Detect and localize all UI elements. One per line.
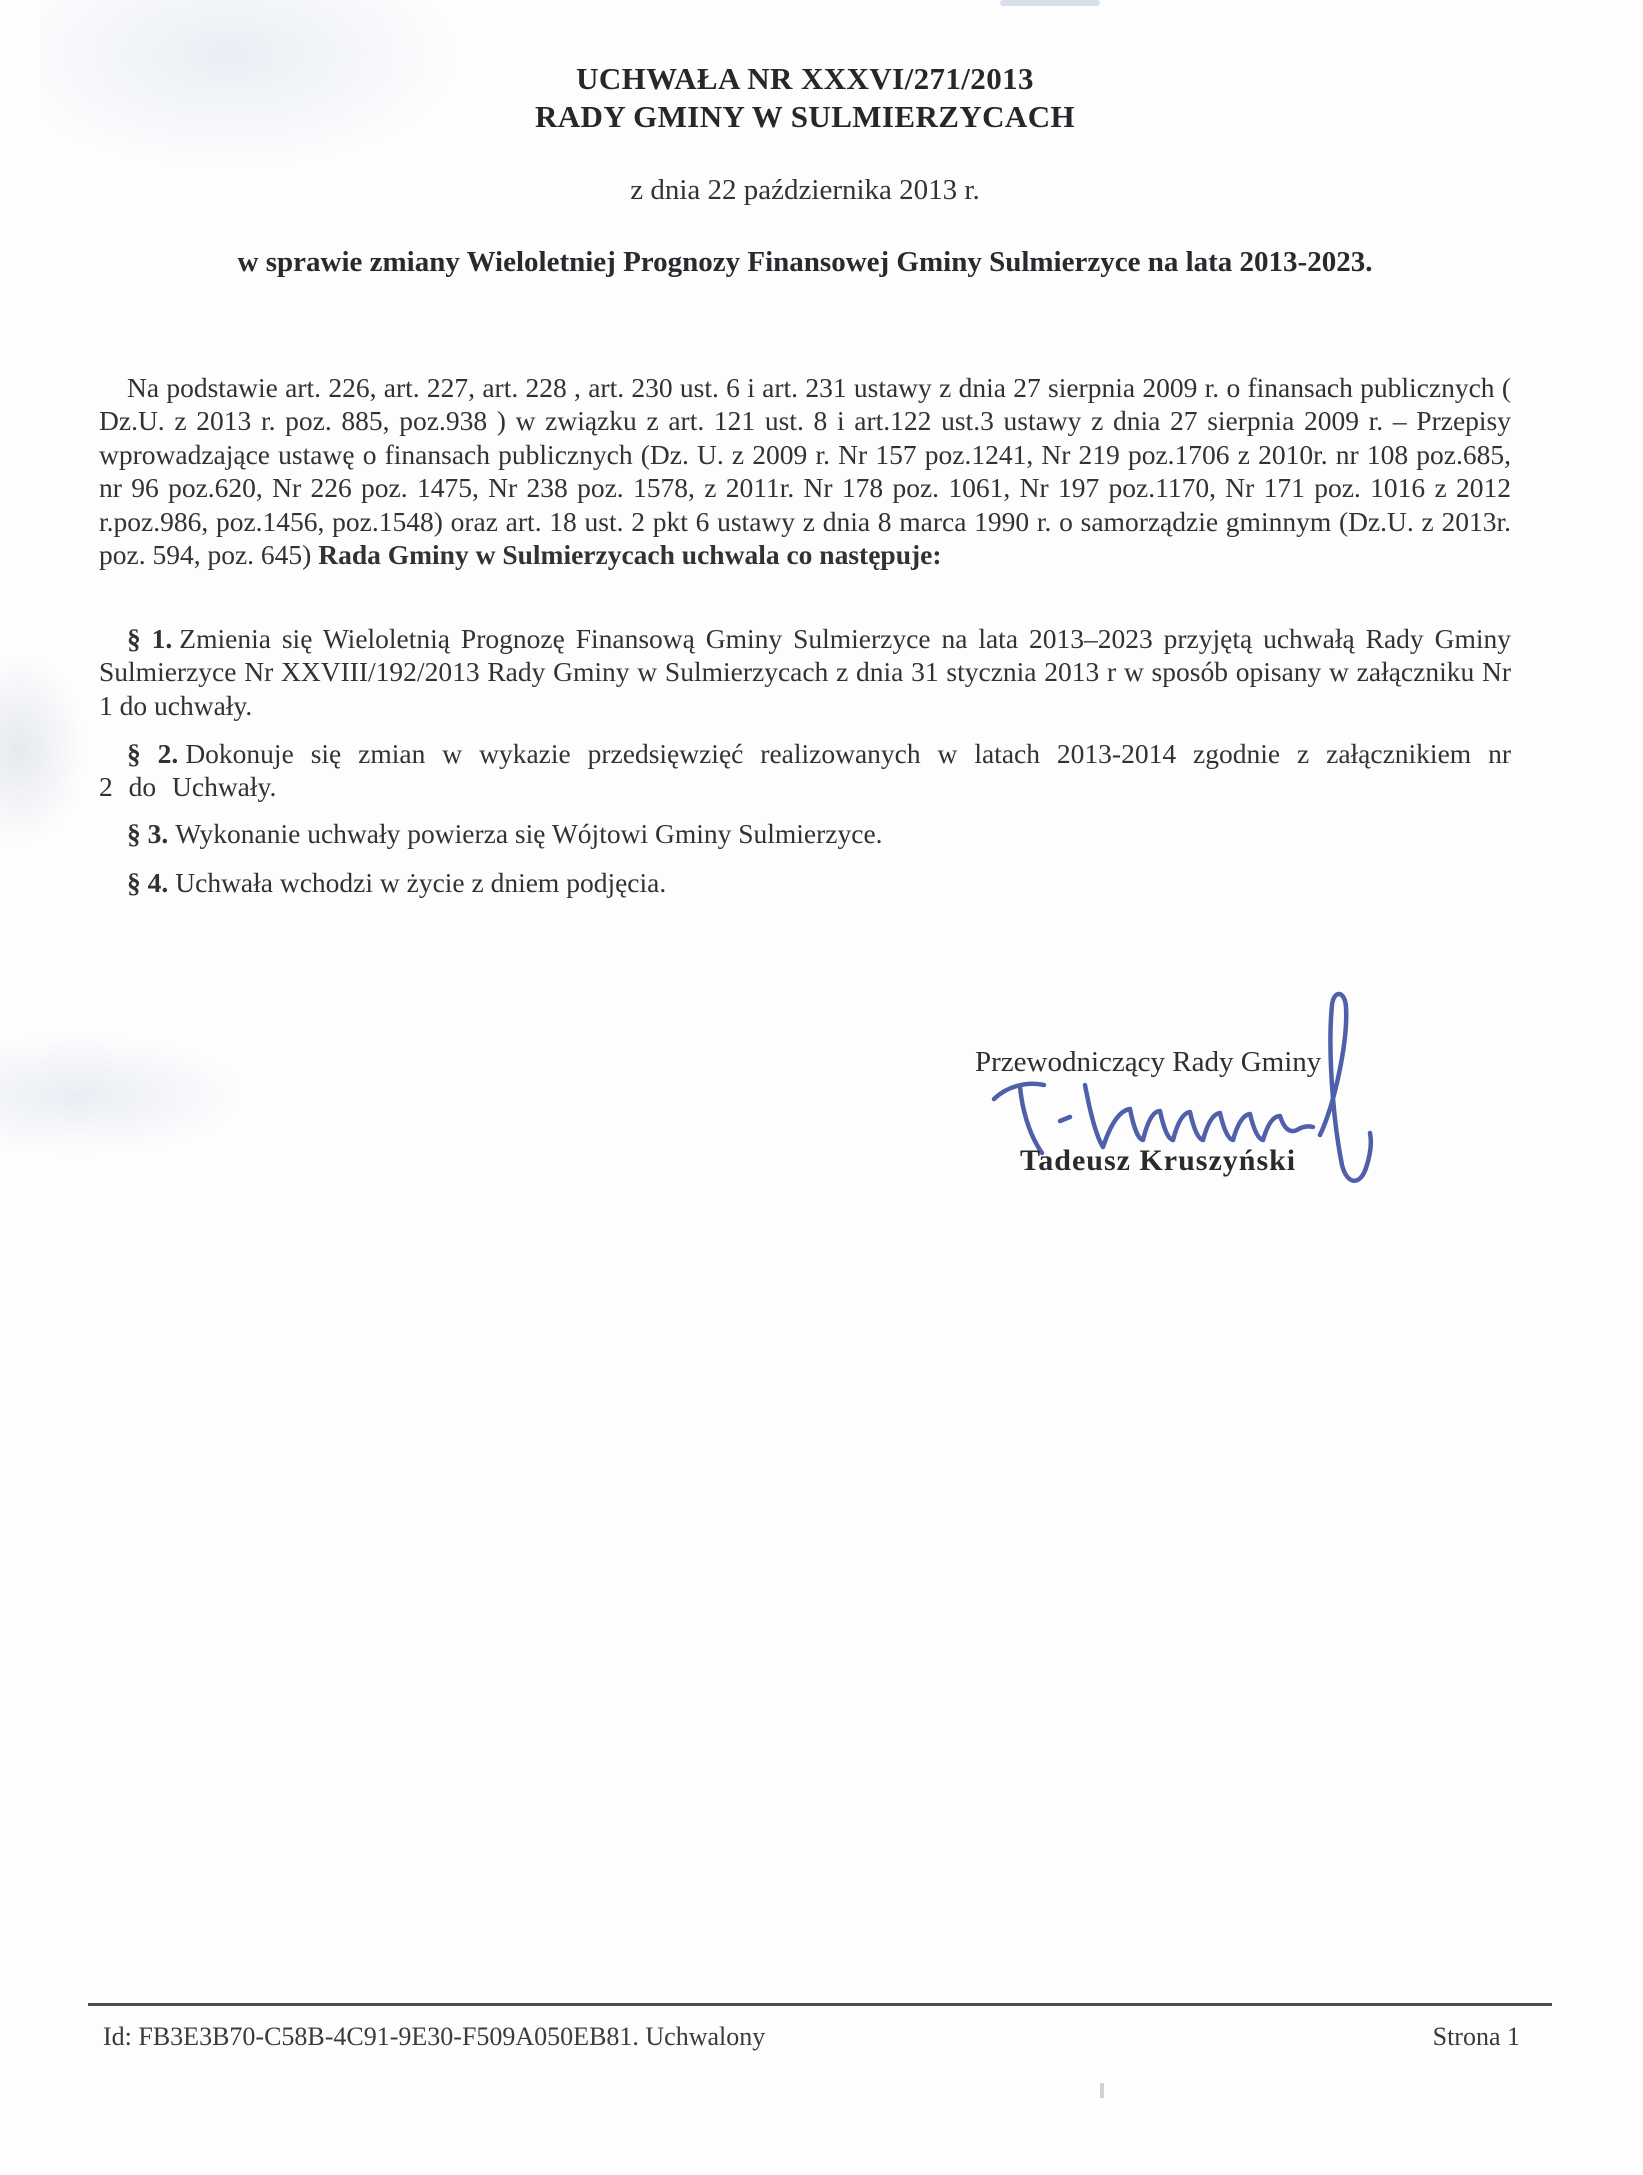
- footer-document-id: Id: FB3E3B70-C58B-4C91-9E30-F509A050EB81. Uchwalony: [103, 2022, 766, 2051]
- section-2-text: Dokonuje się zmian w wykazie przedsięwzięć realizowanych w latach 2013-2014 zgodnie z załącznikiem nr 2 do Uchwały.: [99, 737, 1511, 802]
- legal-basis-text: Na podstawie art. 226, art. 227, art. 228 , art. 230 ust. 6 i art. 231 ustawy z dnia 27 sierpnia 2009 r. o finansach publicznych ( Dz.U. z 2013 r. poz. 885, poz.938 ) w związku z art. 121 ust. 8 i art.122 ust.3 ustawy z dnia 27 sierpnia 2009 r. – Przepisy wprowadzające ustawę o finansach publicznych (Dz. U. z 2009 r. Nr 157 poz.1241, Nr 219 poz.1706 z 2010r. nr 108 poz.685, nr 96 poz.620, Nr 226 poz. 1475, Nr 238 poz. 1578, z 2011r. Nr 178 poz. 1061, Nr 197 poz.1170, Nr 171 poz. 1016 z 2012 r.poz.986, poz.1456, poz.1548) oraz art. 18 ust. 2 pkt 6 ustawy z dnia 8 marca 1990 r. o samorządzie gminnym (Dz.U. z 2013r. poz. 594, poz. 645): [99, 371, 1511, 570]
- scan-artifact-top-speck: [1000, 0, 1100, 6]
- document-title: [99, 60, 1511, 136]
- section-2-paragraph: [99, 737, 1511, 804]
- section-1-paragraph: [99, 622, 1511, 723]
- document-subject: w sprawie zmiany Wieloletniej Prognozy Finansowej Gminy Sulmierzyce na lata 2013-2023.: [237, 246, 1373, 278]
- document-title-line1: UCHWAŁA NR XXXVI/271/2013: [576, 61, 1034, 96]
- section-3-paragraph: [99, 817, 1511, 851]
- scan-artifact-footer-speck: [1100, 2083, 1104, 2098]
- section-4-paragraph: [99, 866, 1511, 900]
- document-date: z dnia 22 października 2013 r.: [630, 174, 980, 206]
- section-1-marker: § 1.: [127, 622, 173, 654]
- legal-basis-bold-tail: Rada Gminy w Sulmierzycach uchwala co następuje:: [318, 539, 942, 570]
- section-3-text: Wykonanie uchwały powierza się Wójtowi Gminy Sulmierzyce.: [175, 817, 883, 849]
- footer-page-number: Strona 1: [1432, 2022, 1520, 2051]
- section-3-marker: § 3.: [127, 817, 169, 849]
- scan-artifact-left-signature: [0, 1035, 245, 1155]
- scan-artifact-left-margin: [0, 655, 85, 845]
- legal-basis-paragraph: [99, 371, 1511, 572]
- document-title-line2: RADY GMINY W SULMIERZYCACH: [534, 99, 1076, 134]
- signature-role: Przewodniczący Rady Gminy: [975, 1046, 1322, 1078]
- section-2-marker: § 2.: [127, 737, 179, 769]
- section-1-text: Zmienia się Wieloletnią Prognozę Finansową Gminy Sulmierzyce na lata 2013–2023 przyjętą uchwałą Rady Gminy Sulmierzyce Nr XXVIII/192/2013 Rady Gminy w Sulmierzycach z dnia 31 stycznia 2013 r w sposób opisany w załączniku Nr 1 do uchwały.: [99, 622, 1511, 721]
- footer-divider: [88, 2003, 1552, 2006]
- signature-name: Tadeusz Kruszyński: [1020, 1144, 1297, 1177]
- section-4-marker: § 4.: [127, 866, 169, 898]
- section-4-text: Uchwała wchodzi w życie z dniem podjęcia.: [175, 866, 667, 898]
